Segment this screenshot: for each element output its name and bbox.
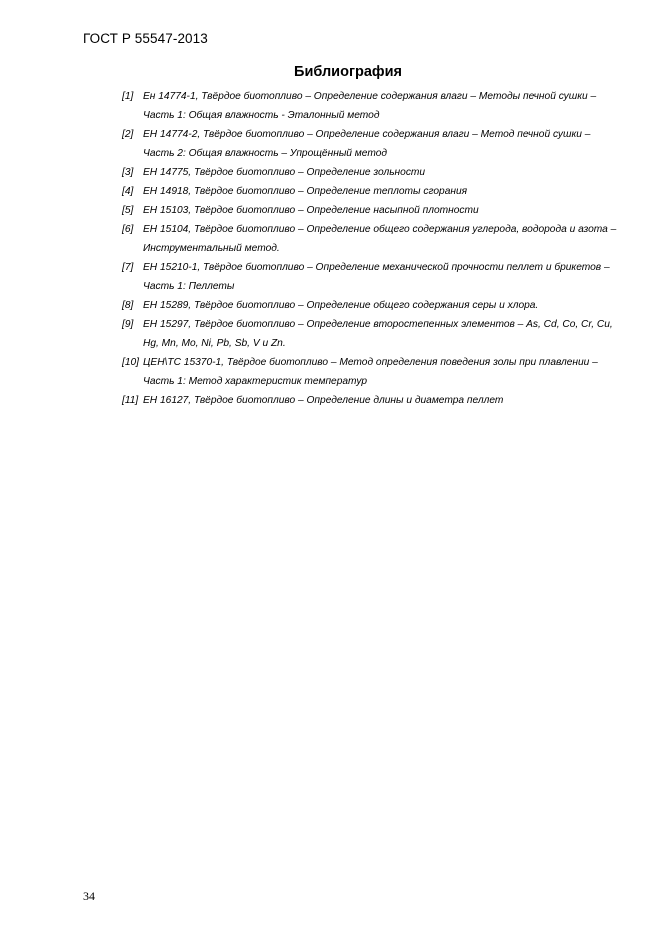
reference-item [122,296,622,315]
reference-number: [5] [122,205,134,216]
reference-number: [7] [122,262,134,273]
reference-text: ЦЕН\TC 15370-1, Твёрдое биотопливо – Метод определения поведения золы при плавлении – Часть 1: Метод характеристик температур [143,357,598,387]
reference-text: ЕН 14918, Твёрдое биотопливо – Определение теплоты сгорания [143,186,468,197]
reference-number: [9] [122,319,134,330]
reference-number: [10] [122,357,139,368]
reference-text: ЕН 15289, Твёрдое биотопливо – Определение общего содержания серы и хлора. [143,300,539,311]
reference-text: ЕН 14775, Твёрдое биотопливо – Определение зольности [143,167,426,178]
reference-text: ЕН 15210-1, Твёрдое биотопливо – Определение механической прочности пеллет и брикетов – Часть 1: Пеллеты [143,262,610,292]
reference-text: ЕН 15297, Твёрдое биотопливо – Определение второстепенных элементов – As, Cd, Co, Cr, Cu, Hg, Mn, Mo, Ni, Pb, Sb, V и Zn. [143,319,613,349]
reference-item [122,87,622,125]
reference-item [122,258,622,296]
reference-number: [6] [122,224,134,235]
bibliography-title: Библиография [294,64,402,80]
reference-list [122,87,622,410]
reference-text: ЕН 16127, Твёрдое биотопливо – Определение длины и диаметра пеллет [143,395,504,406]
reference-text: ЕН 15104, Твёрдое биотопливо – Определение общего содержания углерода, водорода и азота – Инструментальный метод. [143,224,617,254]
reference-item [122,391,622,410]
reference-number: [2] [122,129,134,140]
reference-item [122,315,622,353]
reference-text: Ен 14774-1, Твёрдое биотопливо – Определение содержания влаги – Методы печной сушки – Часть 1: Общая влажность - Эталонный метод [143,91,597,121]
reference-number: [3] [122,167,134,178]
reference-item [122,182,622,201]
reference-item [122,201,622,220]
reference-number: [11] [122,395,139,406]
reference-text: ЕН 14774-2, Твёрдое биотопливо – Определение содержания влаги – Метод печной сушки – Часть 2: Общая влажность – Упрощённый метод [143,129,591,159]
reference-number: [1] [122,91,134,102]
reference-item [122,353,622,391]
document-header: ГОСТ Р 55547-2013 [83,31,208,46]
reference-text: ЕН 15103, Твёрдое биотопливо – Определение насыпной плотности [143,205,479,216]
page-number: 34 [83,889,95,903]
reference-number: [4] [122,186,134,197]
reference-item [122,220,622,258]
reference-item [122,125,622,163]
reference-number: [8] [122,300,134,311]
reference-item [122,163,622,182]
